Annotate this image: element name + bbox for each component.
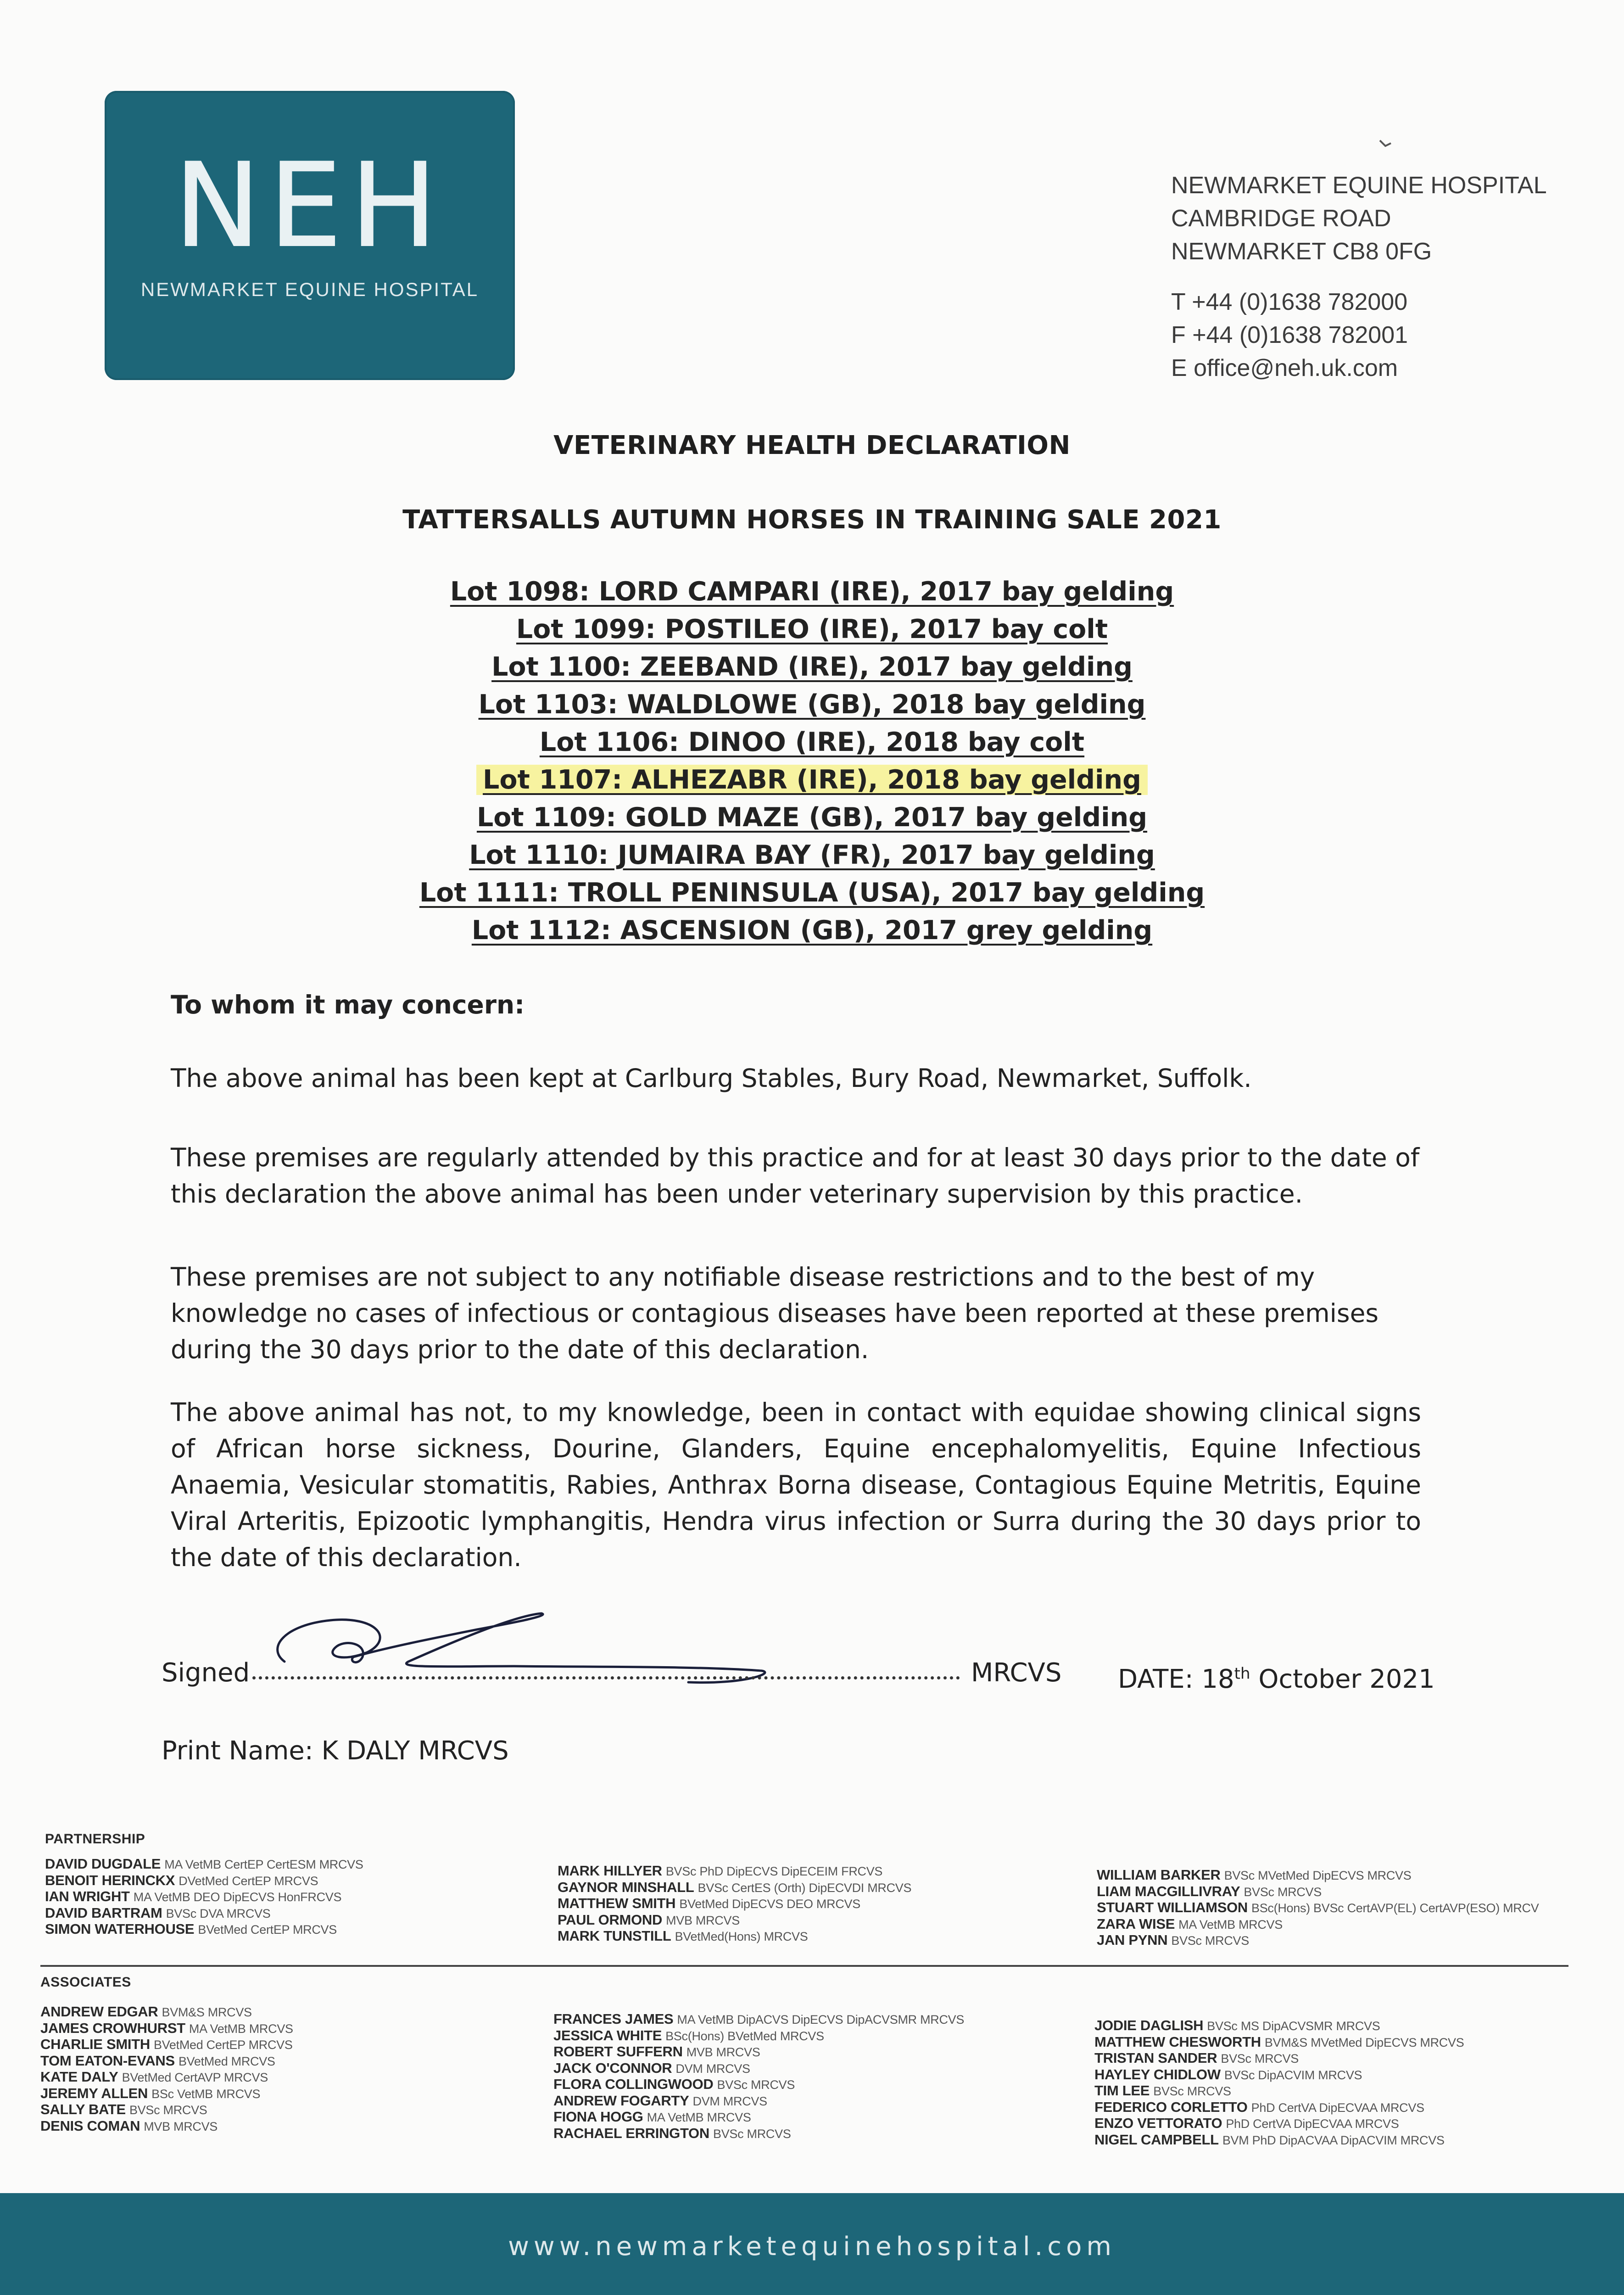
lot-item-highlighted: Lot 1107: ALHEZABR (IRE), 2018 bay gelding — [0, 761, 1624, 799]
staff-qualifications: BVSc DipACVIM MRCVS — [1224, 2068, 1362, 2082]
staff-member — [553, 2060, 964, 2077]
staff-member — [40, 2086, 293, 2102]
staff-qualifications: DVM MRCVS — [692, 2094, 767, 2108]
mrcvs-label: MRCVS — [971, 1658, 1062, 1688]
signature-row — [162, 1658, 1492, 1699]
print-name: Print Name: K DALY MRCVS — [162, 1736, 509, 1766]
staff-member — [40, 2118, 293, 2135]
staff-qualifications: MA VetMB MRCVS — [1178, 1917, 1283, 1931]
staff-member — [40, 2053, 293, 2070]
staff-qualifications: BVetMed CertEP MRCVS — [198, 1923, 337, 1937]
logo-subtitle: NEWMARKET EQUINE HOSPITAL — [140, 279, 479, 300]
associates-column-3 — [1094, 2018, 1464, 2148]
lot-item: Lot 1110: JUMAIRA BAY (FR), 2017 bay gelding — [469, 840, 1155, 870]
staff-name: PAUL ORMOND — [558, 1911, 663, 1928]
staff-member — [553, 2077, 964, 2093]
staff-name: GAYNOR MINSHALL — [558, 1879, 694, 1895]
staff-qualifications: BVSc MRCVS — [1171, 1934, 1249, 1948]
staff-name: JESSICA WHITE — [553, 2027, 662, 2043]
paragraph-supervision: These premises are regularly attended by this practice and for at least 30 days prior to the date of this declaration the above animal has been under veterinary supervision by this practice. — [171, 1143, 1420, 1209]
staff-qualifications: BVetMed CertAVP MRCVS — [122, 2071, 268, 2084]
staff-name: DAVID DUGDALE — [45, 1856, 161, 1872]
lot-item: Lot 1109: GOLD MAZE (GB), 2017 bay gelding — [476, 802, 1148, 833]
staff-name: JAMES CROWHURST — [40, 2020, 185, 2036]
staff-qualifications: BVSc MRCVS — [1221, 2052, 1299, 2066]
staff-member — [40, 2069, 293, 2086]
staff-name: WILLIAM BARKER — [1097, 1867, 1221, 1883]
staff-name: FRANCES JAMES — [553, 2011, 674, 2027]
staff-name: ZARA WISE — [1097, 1915, 1175, 1932]
staff-qualifications: MA VetMB MRCVS — [189, 2021, 293, 2036]
staff-name: FLORA COLLINGWOOD — [553, 2076, 714, 2092]
staff-qualifications: MA VetMB CertEP CertESM MRCVS — [164, 1858, 363, 1871]
staff-member — [1094, 2099, 1464, 2116]
address-line-3: NEWMARKET CB8 0FG — [1171, 238, 1432, 265]
staff-member — [1097, 1900, 1539, 1916]
pen-mark — [1379, 138, 1393, 151]
partnership-column-2 — [558, 1863, 911, 1945]
staff-qualifications: BVSc MRCVS — [1244, 1885, 1322, 1899]
hospital-address — [1171, 169, 1584, 385]
staff-member — [1097, 1884, 1539, 1900]
staff-qualifications: BVM&S MVetMed DipECVS MRCVS — [1264, 2035, 1464, 2049]
staff-name: RACHAEL ERRINGTON — [553, 2125, 709, 2141]
partnership-heading: PARTNERSHIP — [45, 1831, 145, 1847]
staff-qualifications: PhD CertVA DipECVAA MRCVS — [1251, 2100, 1424, 2115]
staff-name: TRISTAN SANDER — [1094, 2050, 1217, 2066]
staff-name: JACK O'CONNOR — [553, 2060, 672, 2076]
staff-qualifications: BSc(Hons) BVSc CertAVP(EL) CertAVP(ESO) MRCV — [1251, 1901, 1539, 1915]
footer-bar — [0, 2193, 1624, 2295]
staff-qualifications: MVB MRCVS — [686, 2045, 760, 2059]
staff-name: ROBERT SUFFERN — [553, 2043, 683, 2060]
staff-name: HAYLEY CHIDLOW — [1094, 2066, 1221, 2082]
staff-name: DENIS COMAN — [40, 2117, 140, 2134]
associates-heading: ASSOCIATES — [40, 1975, 131, 1990]
staff-member — [553, 2109, 964, 2126]
staff-name: BENOIT HERINCKX — [45, 1872, 175, 1888]
staff-qualifications: BVetMed CertEP MRCVS — [153, 2038, 293, 2052]
staff-qualifications: BVSc MRCVS — [717, 2078, 795, 2092]
staff-member — [1094, 2018, 1464, 2034]
staff-member — [45, 1856, 363, 1873]
email-address: E office@neh.uk.com — [1171, 355, 1398, 381]
staff-qualifications: MA VetMB DipACVS DipECVS DipACVSMR MRCVS — [677, 2013, 965, 2026]
staff-name: MARK HILLYER — [558, 1863, 662, 1879]
staff-member — [1094, 2083, 1464, 2099]
staff-qualifications: BVSc PhD DipECVS DipECEIM FRCVS — [665, 1864, 883, 1878]
staff-qualifications: BVSc MS DipACVSMR MRCVS — [1207, 2019, 1380, 2033]
staff-name: NIGEL CAMPBELL — [1094, 2131, 1219, 2148]
phone-number: T +44 (0)1638 782000 — [1171, 289, 1408, 315]
staff-member — [45, 1921, 363, 1938]
staff-member — [40, 2021, 293, 2037]
staff-member — [45, 1889, 363, 1905]
staff-qualifications: MVB MRCVS — [144, 2119, 218, 2133]
staff-name: JEREMY ALLEN — [40, 2085, 148, 2101]
staff-qualifications: DVM MRCVS — [675, 2061, 750, 2076]
staff-name: LIAM MACGILLIVRAY — [1097, 1883, 1240, 1899]
staff-member — [558, 1880, 911, 1896]
staff-name: MATTHEW SMITH — [558, 1895, 676, 1911]
partnership-column-1 — [45, 1856, 363, 1938]
staff-name: DAVID BARTRAM — [45, 1904, 162, 1921]
staff-name: MATTHEW CHESWORTH — [1094, 2033, 1261, 2050]
fax-number: F +44 (0)1638 782001 — [1171, 322, 1408, 348]
staff-member — [40, 2004, 293, 2021]
staff-qualifications: DVetMed CertEP MRCVS — [179, 1874, 318, 1888]
greeting: To whom it may concern: — [171, 990, 525, 1019]
declaration-date: DATE: 18th October 2021 — [1118, 1664, 1435, 1694]
lot-item: Lot 1099: POSTILEO (IRE), 2017 bay colt — [516, 614, 1108, 644]
lot-item: Lot 1111: TROLL PENINSULA (USA), 2017 bay gelding — [419, 878, 1205, 908]
staff-member — [45, 1873, 363, 1889]
staff-member — [553, 2044, 964, 2060]
staff-member — [40, 2037, 293, 2053]
partnership-column-3 — [1097, 1867, 1539, 1949]
neh-logo — [105, 91, 515, 380]
staff-member — [1097, 1916, 1539, 1933]
signature-line — [252, 1676, 960, 1679]
staff-name: SIMON WATERHOUSE — [45, 1921, 195, 1937]
staff-qualifications: PhD CertVA DipECVAA MRCVS — [1226, 2117, 1399, 2131]
staff-name: IAN WRIGHT — [45, 1888, 130, 1904]
staff-qualifications: BVSc MRCVS — [713, 2127, 791, 2141]
lot-item: Lot 1103: WALDLOWE (GB), 2018 bay gelding — [478, 689, 1146, 720]
staff-name: FEDERICO CORLETTO — [1094, 2099, 1248, 2115]
divider — [40, 1965, 1568, 1967]
staff-name: MARK TUNSTILL — [558, 1928, 671, 1944]
sale-title: TATTERSALLS AUTUMN HORSES IN TRAINING SALE 2021 — [402, 505, 1222, 535]
staff-member — [558, 1863, 911, 1880]
staff-name: FIONA HOGG — [553, 2109, 643, 2125]
signed-label: Signed — [162, 1658, 250, 1688]
staff-qualifications: BVetMed MRCVS — [178, 2054, 275, 2068]
staff-qualifications: BVSc MRCVS — [129, 2103, 207, 2117]
staff-qualifications: BVM PhD DipACVAA DipACVIM MRCVS — [1222, 2133, 1445, 2147]
staff-qualifications: BVSc CertES (Orth) DipECVDI MRCVS — [698, 1881, 912, 1895]
staff-member — [40, 2102, 293, 2118]
staff-qualifications: MA VetMB DEO DipECVS HonFRCVS — [133, 1890, 342, 1904]
lot-item: Lot 1112: ASCENSION (GB), 2017 grey gelding — [471, 915, 1153, 946]
logo-letters: NEH — [174, 139, 446, 273]
staff-name: JODIE DAGLISH — [1094, 2017, 1204, 2033]
lot-item: Lot 1100: ZEEBAND (IRE), 2017 bay gelding — [491, 652, 1133, 682]
staff-name: SALLY BATE — [40, 2101, 126, 2117]
staff-member — [1097, 1867, 1539, 1884]
staff-name: STUART WILLIAMSON — [1097, 1899, 1248, 1915]
staff-member — [553, 2028, 964, 2044]
staff-name: CHARLIE SMITH — [40, 2036, 150, 2052]
staff-name: ANDREW FOGARTY — [553, 2092, 689, 2109]
lot-list — [0, 573, 1624, 949]
staff-member — [1094, 2034, 1464, 2051]
staff-qualifications: BVetMed DipECVS DEO MRCVS — [679, 1897, 860, 1911]
staff-qualifications: BSc(Hons) BVetMed MRCVS — [665, 2029, 824, 2043]
staff-member — [1097, 1932, 1539, 1949]
staff-qualifications: BVSc DVA MRCVS — [166, 1906, 271, 1920]
associates-column-2 — [553, 2011, 964, 2142]
staff-member — [553, 2093, 964, 2110]
paragraph-diseases: The above animal has not, to my knowledge, been in contact with equidae showing clinical signs of African horse sickness, Dourine, Glanders, Equine encephalomyelitis, Equine Infectious Anaemia, Vesicular stomatitis, Rabies, Anthrax Borna disease, Contagious Equine Metritis, Equine Viral Arteritis, Epizootic lymphangitis, Hendra virus infection or Surra during the 30 days prior to the date of this declaration. — [171, 1398, 1421, 1572]
staff-name: KATE DALY — [40, 2069, 118, 2085]
website-url[interactable]: www.newmarketequinehospital.com — [508, 2232, 1116, 2261]
address-line-1: NEWMARKET EQUINE HOSPITAL — [1171, 172, 1547, 199]
staff-qualifications: BVSc MVetMed DipECVS MRCVS — [1224, 1869, 1412, 1882]
staff-name: ENZO VETTORATO — [1094, 2115, 1222, 2131]
paragraph-stables: The above animal has been kept at Carlburg Stables, Bury Road, Newmarket, Suffolk. — [171, 1064, 1252, 1093]
staff-name: ANDREW EDGAR — [40, 2004, 158, 2020]
staff-name: JAN PYNN — [1097, 1932, 1168, 1948]
staff-member — [1094, 2132, 1464, 2149]
staff-qualifications: BVSc MRCVS — [1153, 2084, 1231, 2098]
staff-member — [553, 2011, 964, 2028]
staff-member — [553, 2126, 964, 2142]
staff-member — [1094, 2050, 1464, 2067]
document-title: VETERINARY HEALTH DECLARATION — [553, 431, 1071, 460]
staff-member — [558, 1896, 911, 1912]
staff-qualifications: MVB MRCVS — [666, 1913, 740, 1927]
staff-member — [558, 1912, 911, 1929]
staff-member — [558, 1928, 911, 1945]
address-line-2: CAMBRIDGE ROAD — [1171, 205, 1391, 232]
staff-member — [45, 1905, 363, 1922]
lot-item: Lot 1098: LORD CAMPARI (IRE), 2017 bay gelding — [450, 577, 1174, 607]
associates-column-1 — [40, 2004, 293, 2134]
staff-member — [1094, 2116, 1464, 2132]
staff-member — [1094, 2067, 1464, 2083]
staff-qualifications: BVM&S MRCVS — [162, 2005, 252, 2019]
staff-qualifications: BSc VetMB MRCVS — [151, 2087, 261, 2101]
paragraph-restrictions: These premises are not subject to any notifiable disease restrictions and to the best of my knowledge no cases of infectious or contagious diseases have been reported at these premises during the 30 days prior to the date of this declaration. — [171, 1262, 1379, 1364]
staff-qualifications: BVetMed(Hons) MRCVS — [675, 1930, 808, 1943]
staff-name: TIM LEE — [1094, 2082, 1150, 2099]
staff-name: TOM EATON-EVANS — [40, 2052, 175, 2069]
staff-qualifications: MA VetMB MRCVS — [647, 2110, 751, 2124]
lot-item: Lot 1106: DINOO (IRE), 2018 bay colt — [539, 727, 1085, 757]
